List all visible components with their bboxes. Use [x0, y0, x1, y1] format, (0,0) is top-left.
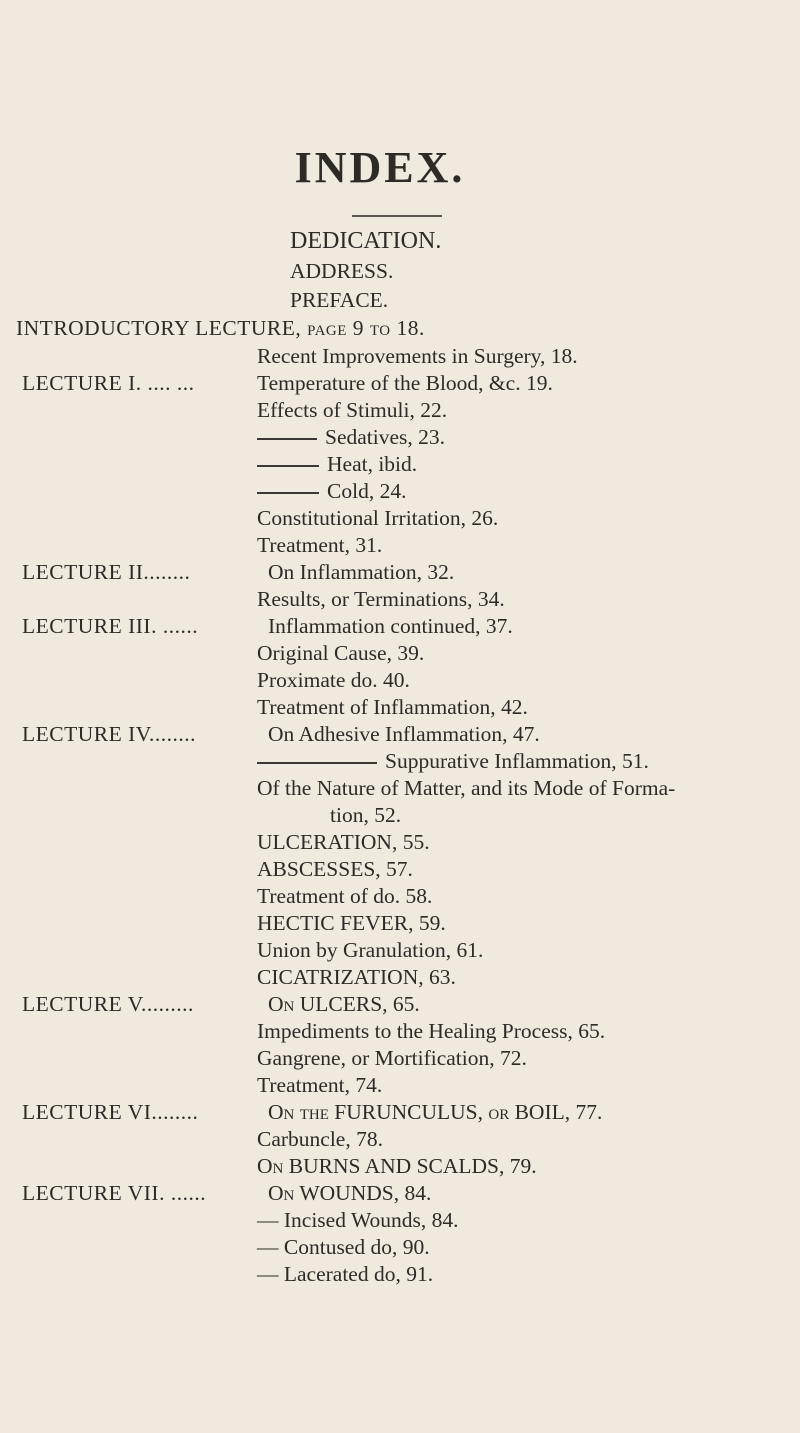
lecture-label: LECTURE V......... — [22, 992, 194, 1016]
address-entry: ADDRESS. — [290, 259, 394, 283]
index-entry: Results, or Terminations, 34. — [257, 587, 505, 611]
index-entry: On Adhesive Inflammation, 47. — [268, 722, 540, 746]
index-entry-text: Suppurative Inflammation, 51. — [385, 749, 649, 773]
index-entry: Inflammation continued, 37. — [268, 614, 513, 638]
lecture-label: LECTURE III. ...... — [22, 614, 199, 638]
index-entry: Recent Improvements in Surgery, 18. — [257, 344, 578, 368]
index-entry: Impediments to the Healing Process, 65. — [257, 1019, 606, 1043]
index-entry-text: Sedatives, 23. — [325, 425, 446, 449]
index-entry: HECTIC FEVER, 59. — [257, 911, 446, 935]
index-entry — [257, 748, 649, 774]
index-entry: CICATRIZATION, 63. — [257, 965, 456, 989]
index-entry: ABSCESSES, 57. — [257, 857, 413, 881]
index-entry: Original Cause, 39. — [257, 641, 425, 665]
page-title: INDEX. — [294, 143, 466, 192]
index-entry-continuation: tion, 52. — [330, 803, 402, 827]
lecture-label: LECTURE IV........ — [22, 722, 197, 746]
preface-entry: PREFACE. — [290, 288, 389, 312]
lecture-label: LECTURE II........ — [22, 560, 191, 584]
ditto-rule — [257, 492, 319, 494]
introductory-lecture-entry: INTRODUCTORY LECTURE, page 9 to 18. — [16, 316, 425, 340]
index-entry: Effects of Stimuli, 22. — [257, 398, 448, 422]
lecture-label: LECTURE I. .... ... — [22, 371, 195, 395]
index-entry: On ULCERS, 65. — [268, 992, 420, 1016]
index-entry-text: Cold, 24. — [327, 479, 407, 503]
index-entry-text: Heat, ibid. — [327, 452, 418, 476]
index-entry: Treatment of do. 58. — [257, 884, 433, 908]
index-entry: On Inflammation, 32. — [268, 560, 455, 584]
index-entry: ULCERATION, 55. — [257, 830, 430, 854]
dedication-entry: DEDICATION. — [290, 228, 442, 254]
index-entry: On BURNS AND SCALDS, 79. — [257, 1154, 537, 1178]
ditto-rule — [257, 762, 377, 764]
index-entry — [257, 451, 417, 477]
index-entry: Union by Granulation, 61. — [257, 938, 484, 962]
index-entry: Proximate do. 40. — [257, 668, 410, 692]
index-entry: Of the Nature of Matter, and its Mode of Forma- — [257, 776, 676, 800]
index-entry — [257, 424, 445, 450]
index-entry: Temperature of the Blood, &c. 19. — [257, 371, 553, 395]
ditto-rule — [257, 465, 319, 467]
index-entry: Treatment of Inflammation, 42. — [257, 695, 528, 719]
index-entry: Gangrene, or Mortification, 72. — [257, 1046, 527, 1070]
index-entry: — Contused do, 90. — [257, 1235, 430, 1259]
index-entry — [257, 478, 406, 504]
lecture-label: LECTURE VII. ...... — [22, 1181, 207, 1205]
index-entry: Constitutional Irritation, 26. — [257, 506, 499, 530]
index-entry: — Lacerated do, 91. — [257, 1262, 434, 1286]
ditto-rule — [257, 438, 317, 440]
title-divider — [352, 215, 442, 217]
index-entry: On WOUNDS, 84. — [268, 1181, 432, 1205]
index-entry: On the FURUNCULUS, or BOIL, 77. — [268, 1100, 603, 1124]
index-entry: Carbuncle, 78. — [257, 1127, 383, 1151]
lecture-label: LECTURE VI........ — [22, 1100, 199, 1124]
index-entry: Treatment, 74. — [257, 1073, 383, 1097]
index-entry: — Incised Wounds, 84. — [257, 1208, 459, 1232]
index-entry: Treatment, 31. — [257, 533, 383, 557]
